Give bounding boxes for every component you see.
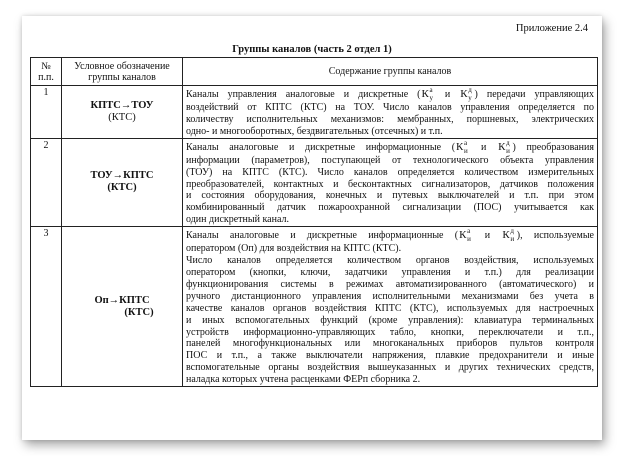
appendix-label: Приложение 2.4: [515, 23, 588, 34]
content-line: Каналы аналоговые и дискретные информационные (К а и и К д и ), используемые: [186, 227, 594, 244]
designation-main: Оп→КПТС: [94, 294, 150, 306]
content-line: вспомогательные органы воздействия вышеуказанных и других технических средств,: [186, 362, 594, 374]
content-line: Число каналов определяется количеством органов воздействия, используемых: [186, 255, 594, 267]
content-line: Каналы аналоговые и дискретные информационные (К а и и К д и ) преобразования: [186, 138, 594, 155]
content-line: ручного дистанционного управления исполнительными механизмами без учета в: [186, 290, 594, 302]
content-line: (ТОУ) на КПТС (КТС). Число каналов определяется количеством измерительных: [186, 166, 594, 178]
content-line: преобразователей, контактных и бесконтактных сигнализаторов, датчиков положения: [186, 178, 594, 190]
coefficient-subscript: и: [506, 146, 510, 155]
header-num: № п.п.: [31, 58, 62, 86]
coefficient-symbol: К д у: [460, 86, 472, 102]
table-row: [31, 138, 598, 226]
content-line: устройств информационно-управляющих табло, кнопки, переключатели и т.п.,: [186, 326, 594, 338]
table-title: Группы каналов (часть 2 отдел 1): [232, 44, 392, 55]
table-header-row: [31, 58, 598, 86]
header-content: Содержание группы каналов: [183, 58, 598, 86]
designation-main: КПТС→ТОУ: [90, 99, 154, 111]
coefficient-superscript: а: [429, 86, 433, 94]
content-line: и состояния оборудования, конечных и путевых выключателей и т.п. при этом: [186, 190, 594, 202]
coefficient-superscript: д: [506, 138, 510, 147]
channel-groups-table: [30, 57, 598, 387]
group-designation: [62, 138, 183, 226]
designation-sub: (КТС): [107, 182, 137, 194]
coefficient-symbol: К д и: [502, 227, 515, 244]
content-line: комбинированный датчик пожароохранной сигнализации (ПОС) учитывается как: [186, 202, 594, 214]
content-line: одно- и многооборотных, бездвигательных (отсечных) и т.п.: [186, 125, 443, 137]
coefficient-subscript: у: [468, 94, 472, 102]
coefficient-superscript: д: [468, 86, 472, 94]
group-content: [183, 86, 598, 139]
header-designation: Условное обозначение группы каналов: [62, 58, 183, 86]
content-line: оператором (кнопки, ключи, задатчики управления и т.п.) для реализации: [186, 266, 594, 278]
row-number: 3: [31, 227, 62, 387]
coefficient-superscript: д: [510, 227, 514, 236]
coefficient-subscript: у: [429, 94, 433, 102]
designation-main: ТОУ→КПТС: [90, 170, 154, 182]
content-line: оператором (Оп) для воздействия на КПТС (КТС).: [186, 243, 402, 255]
content-line: панелей многофункциональных или многоканальных приборов пультов контроля: [186, 338, 594, 350]
designation-sub: (КТС): [124, 306, 154, 318]
coefficient-symbol: К а и: [459, 227, 471, 244]
content-line: ПОС и т.п., а также выключатели напряжения, плавкие предохранители и иные: [186, 350, 594, 362]
group-designation: [62, 227, 183, 387]
coefficient-symbol: К а и: [456, 138, 468, 155]
group-designation: [62, 86, 183, 139]
content-line: и иных вспомогательных функций (кроме управления): клавиатура терминальных: [186, 314, 594, 326]
content-line: количеству исполнительных механизмов: мембранных, поршневых, электрических: [186, 113, 594, 125]
row-number: 1: [31, 86, 62, 139]
group-content: [183, 227, 598, 387]
document-page: [22, 16, 602, 440]
coefficient-subscript: и: [467, 235, 471, 244]
group-content: [183, 138, 598, 226]
content-line: один дискретный канал.: [186, 214, 289, 226]
coefficient-subscript: и: [464, 146, 468, 155]
content-line: воздействий от КПТС (КТС) на ТОУ. Число каналов управления определяется по: [186, 102, 594, 113]
coefficient-subscript: и: [510, 235, 515, 244]
table-row: [31, 86, 598, 139]
content-line: наладка которых учтена расценками ФЕРп сборника 2.: [186, 374, 421, 386]
row-number: 2: [31, 138, 62, 226]
coefficient-symbol: К а у: [421, 86, 433, 102]
content-line: информации (параметров), поступающей от технологического объекта управления: [186, 154, 594, 166]
coefficient-superscript: а: [467, 227, 471, 236]
content-line: функционирования системы в режимах автоматизированного (автоматического) и: [186, 278, 594, 290]
coefficient-symbol: К д и: [498, 138, 510, 155]
designation-sub: (КТС): [108, 111, 136, 123]
coefficient-superscript: а: [464, 138, 468, 147]
table-row: [31, 227, 598, 387]
content-line: качестве каналов органов воздействия КПТС (КТС), используемых для настроечных: [186, 302, 594, 314]
content-line: Каналы управления аналоговые и дискретные (К а у и К д у ) передачи управляющих: [186, 86, 594, 102]
